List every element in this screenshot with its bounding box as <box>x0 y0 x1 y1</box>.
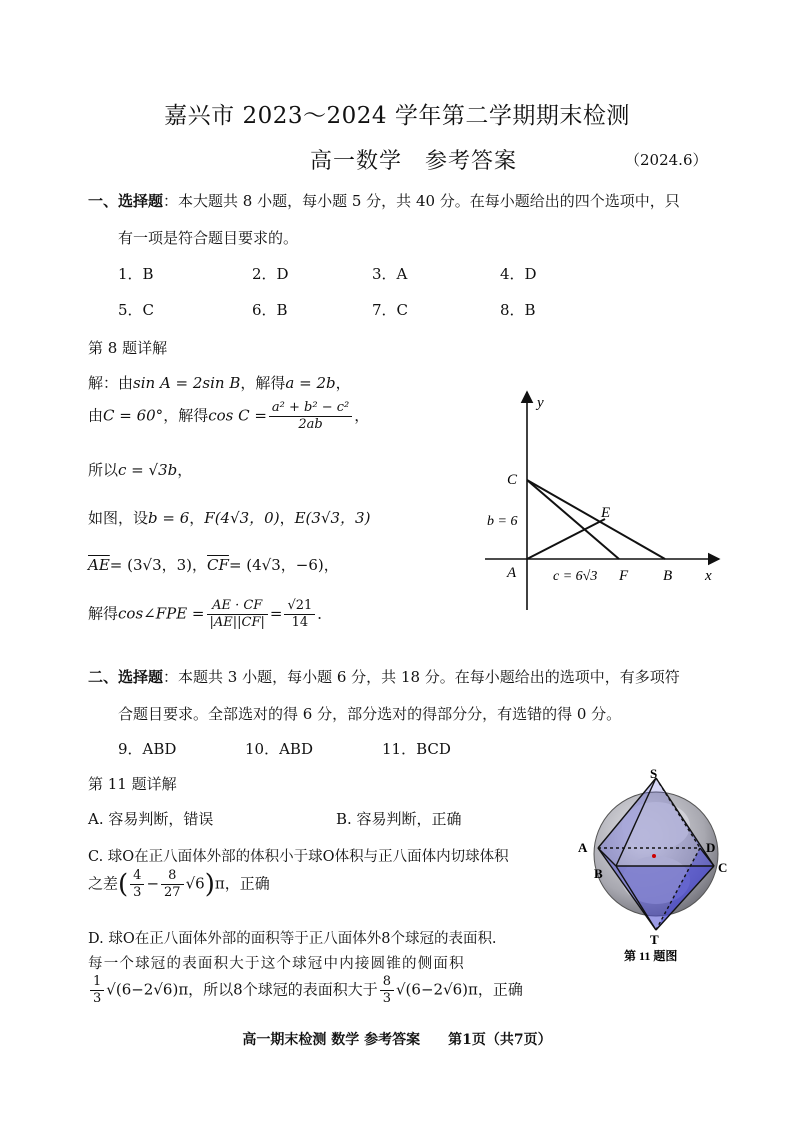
q8-l2-text2: ，解得 <box>163 406 209 425</box>
q11-c-frac1-num: 4 <box>130 868 144 885</box>
section2-desc2: 合题目要求。全部选对的得 6 分，部分选对的得部分分，有选错的得 0 分。 <box>118 705 622 723</box>
q8-l2-cos: cos C = <box>208 406 267 425</box>
label-B: B <box>594 866 603 881</box>
q11-option-d-line1: D. 球O在正八面体外部的面积等于正八面体外8个球冠的表面积. <box>88 931 497 947</box>
q8-l6-period: ． <box>317 604 333 623</box>
q8-l6-denominator: |AE||CF| <box>209 615 265 630</box>
left-paren: ( <box>118 869 129 900</box>
q8-line4 <box>88 507 370 528</box>
q11-option-b: B. 容易判断，正确 <box>336 810 462 828</box>
q8-l1-text: 解：由 <box>88 374 134 392</box>
q11-d-text: π，所以8个球冠的表面积大于 <box>178 980 378 999</box>
q11-heading: 第 11 题详解 <box>88 775 177 793</box>
q11-option-d-line3 <box>88 974 523 1007</box>
q8-l2-comma: ， <box>354 406 370 425</box>
answer-1: 1．B <box>118 265 154 283</box>
label-D: D <box>706 840 716 855</box>
answer-6: 6．B <box>252 301 288 319</box>
q11-c-text: 之差 <box>88 874 119 893</box>
page-footer: 高一期末检测 数学 参考答案 第1页（共7页） <box>242 1032 552 1048</box>
q11-d-end: π，正确 <box>468 980 523 999</box>
q8-l1-result: a = 2b <box>285 374 336 392</box>
label-y: y <box>537 395 544 411</box>
page-subtitle: 高一数学 参考答案 <box>310 149 518 174</box>
q8-l5-CF-val: = (4√3，−6) <box>228 556 324 574</box>
label-C: C <box>507 472 518 488</box>
q8-l4-text: 如图，设 <box>88 509 149 527</box>
q8-l5-vecAE: $\overline{AE}$ <box>88 556 110 574</box>
section1-intro <box>88 190 680 211</box>
q11-option-c-line2 <box>88 868 270 901</box>
q8-l4-F: F(4√3，0) <box>204 509 280 527</box>
q11-c-frac2 <box>161 868 184 901</box>
label-F: F <box>619 568 629 584</box>
q8-l4-comma1: ， <box>189 509 205 527</box>
q8-l2-text: 由 <box>88 406 104 425</box>
q8-l4-comma2: ， <box>279 509 295 527</box>
q11-c-frac2-den: 27 <box>164 885 181 900</box>
label-B: B <box>663 568 673 584</box>
q8-l6-text: 解得 <box>88 604 119 623</box>
q8-line5 <box>88 554 339 575</box>
answer-10: 10．ABD <box>245 740 313 758</box>
center-point <box>652 854 656 858</box>
page-title: 嘉兴市 2023～2024 学年第二学期期末检测 <box>164 103 630 129</box>
q8-l2-angle: C = 60° <box>103 406 164 425</box>
segment-AE <box>527 519 605 559</box>
q11-c-frac2-num: 8 <box>161 868 184 885</box>
segment-CB <box>527 480 665 559</box>
q8-heading: 第 8 题详解 <box>88 339 168 357</box>
q11-figure <box>572 768 742 968</box>
q8-l2-numerator: a² + b² − c² <box>269 400 352 417</box>
q8-figure <box>475 388 725 618</box>
label-E: E <box>601 505 611 521</box>
q8-l6-cos: cos∠FPE = <box>118 604 205 623</box>
label-S: S <box>650 768 658 781</box>
answer-7: 7．C <box>372 301 409 319</box>
q8-l4-E: E(3√3，3) <box>294 509 371 527</box>
q11-option-c-line1: C. 球O在正八面体外部的体积小于球O体积与正八面体内切球体积 <box>88 849 509 865</box>
q8-l6-fraction <box>207 598 268 631</box>
answer-8: 8．B <box>500 301 536 319</box>
q8-l1-text2: ，解得 <box>240 374 286 392</box>
q8-l1-eq: sin A = 2sin B <box>133 374 241 392</box>
q8-l1-comma: ， <box>335 374 351 392</box>
label-A: A <box>507 565 517 581</box>
section1-desc1: ：本大题共 8 小题，每小题 5 分，共 40 分。在每小题给出的四个选项中，只 <box>163 192 680 210</box>
q11-d-frac2 <box>380 974 394 1007</box>
q11-d-frac1 <box>90 974 104 1007</box>
q11-option-a: A. 容易判断，错误 <box>88 810 214 828</box>
q8-line3 <box>88 459 192 480</box>
q11-d-frac2-num: 8 <box>380 974 394 991</box>
label-b6: b = 6 <box>487 514 518 529</box>
q11-c-end: π，正确 <box>214 874 270 893</box>
answer-3: 3．A <box>372 265 408 283</box>
label-c6sqrt3: c = 6√3 <box>553 569 598 584</box>
q8-line2 <box>88 400 369 433</box>
section1-heading: 一、选择题 <box>88 192 164 210</box>
answer-2: 2．D <box>252 265 289 283</box>
answer-11: 11．BCD <box>382 740 451 758</box>
q11-c-minus: − <box>146 874 160 893</box>
q8-l3-text: 所以 <box>88 461 119 479</box>
figure11-caption: 第 11 题图 <box>624 949 678 963</box>
section1-desc2: 有一项是符合题目要求的。 <box>118 229 299 247</box>
q11-d-frac1-den: 3 <box>93 991 102 1006</box>
q8-l2-denominator: 2ab <box>298 417 323 432</box>
q11-d-frac1-num: 1 <box>90 974 104 991</box>
q8-l3-comma: ， <box>177 461 193 479</box>
q8-l5-comma2: ， <box>323 556 339 574</box>
q11-d-frac2-den: 3 <box>382 991 391 1006</box>
q11-d-radical1: √(6−2√6) <box>106 980 179 999</box>
section2-intro <box>88 666 680 687</box>
q8-l5-AE-val: = (3√3，3) <box>109 556 193 574</box>
section2-heading: 二、选择题 <box>88 668 164 686</box>
q8-line6 <box>88 598 332 631</box>
q8-l6-denominator2: 14 <box>291 615 309 630</box>
answer-4: 4．D <box>500 265 537 283</box>
answer-9: 9．ABD <box>118 740 177 758</box>
right-paren: ) <box>204 869 215 900</box>
label-T: T <box>650 932 659 947</box>
q11-c-frac1 <box>130 868 144 901</box>
label-A: A <box>578 840 588 855</box>
q8-l4-b: b = 6 <box>148 509 190 527</box>
q8-l2-fraction <box>269 400 352 433</box>
section2-desc1: ：本题共 3 小题，每小题 6 分，共 18 分。在每小题给出的选项中，有多项符 <box>163 668 680 686</box>
q8-l6-fraction2 <box>284 598 315 631</box>
label-C: C <box>718 860 728 875</box>
answer-5: 5．C <box>118 301 155 319</box>
q8-l6-numerator: AE · CF <box>207 598 268 615</box>
q11-d-radical2: √(6−2√6) <box>396 980 469 999</box>
q8-line1 <box>88 372 351 393</box>
q11-c-frac1-den: 3 <box>133 885 142 900</box>
label-x: x <box>705 568 712 584</box>
q11-c-radical: √6 <box>185 874 205 893</box>
exam-date: （2024.6） <box>625 151 708 169</box>
q8-l3-eq: c = √3b <box>118 461 178 479</box>
q8-l6-numerator2: √21 <box>284 598 315 615</box>
q8-l5-vecCF: $\overline{CF}$ <box>207 556 229 574</box>
q8-l6-eq: = <box>269 604 283 623</box>
q8-l5-comma: ， <box>192 556 208 574</box>
q11-option-d-line2: 每一个球冠的表面积大于这个球冠中内接圆锥的侧面积 <box>88 956 465 972</box>
